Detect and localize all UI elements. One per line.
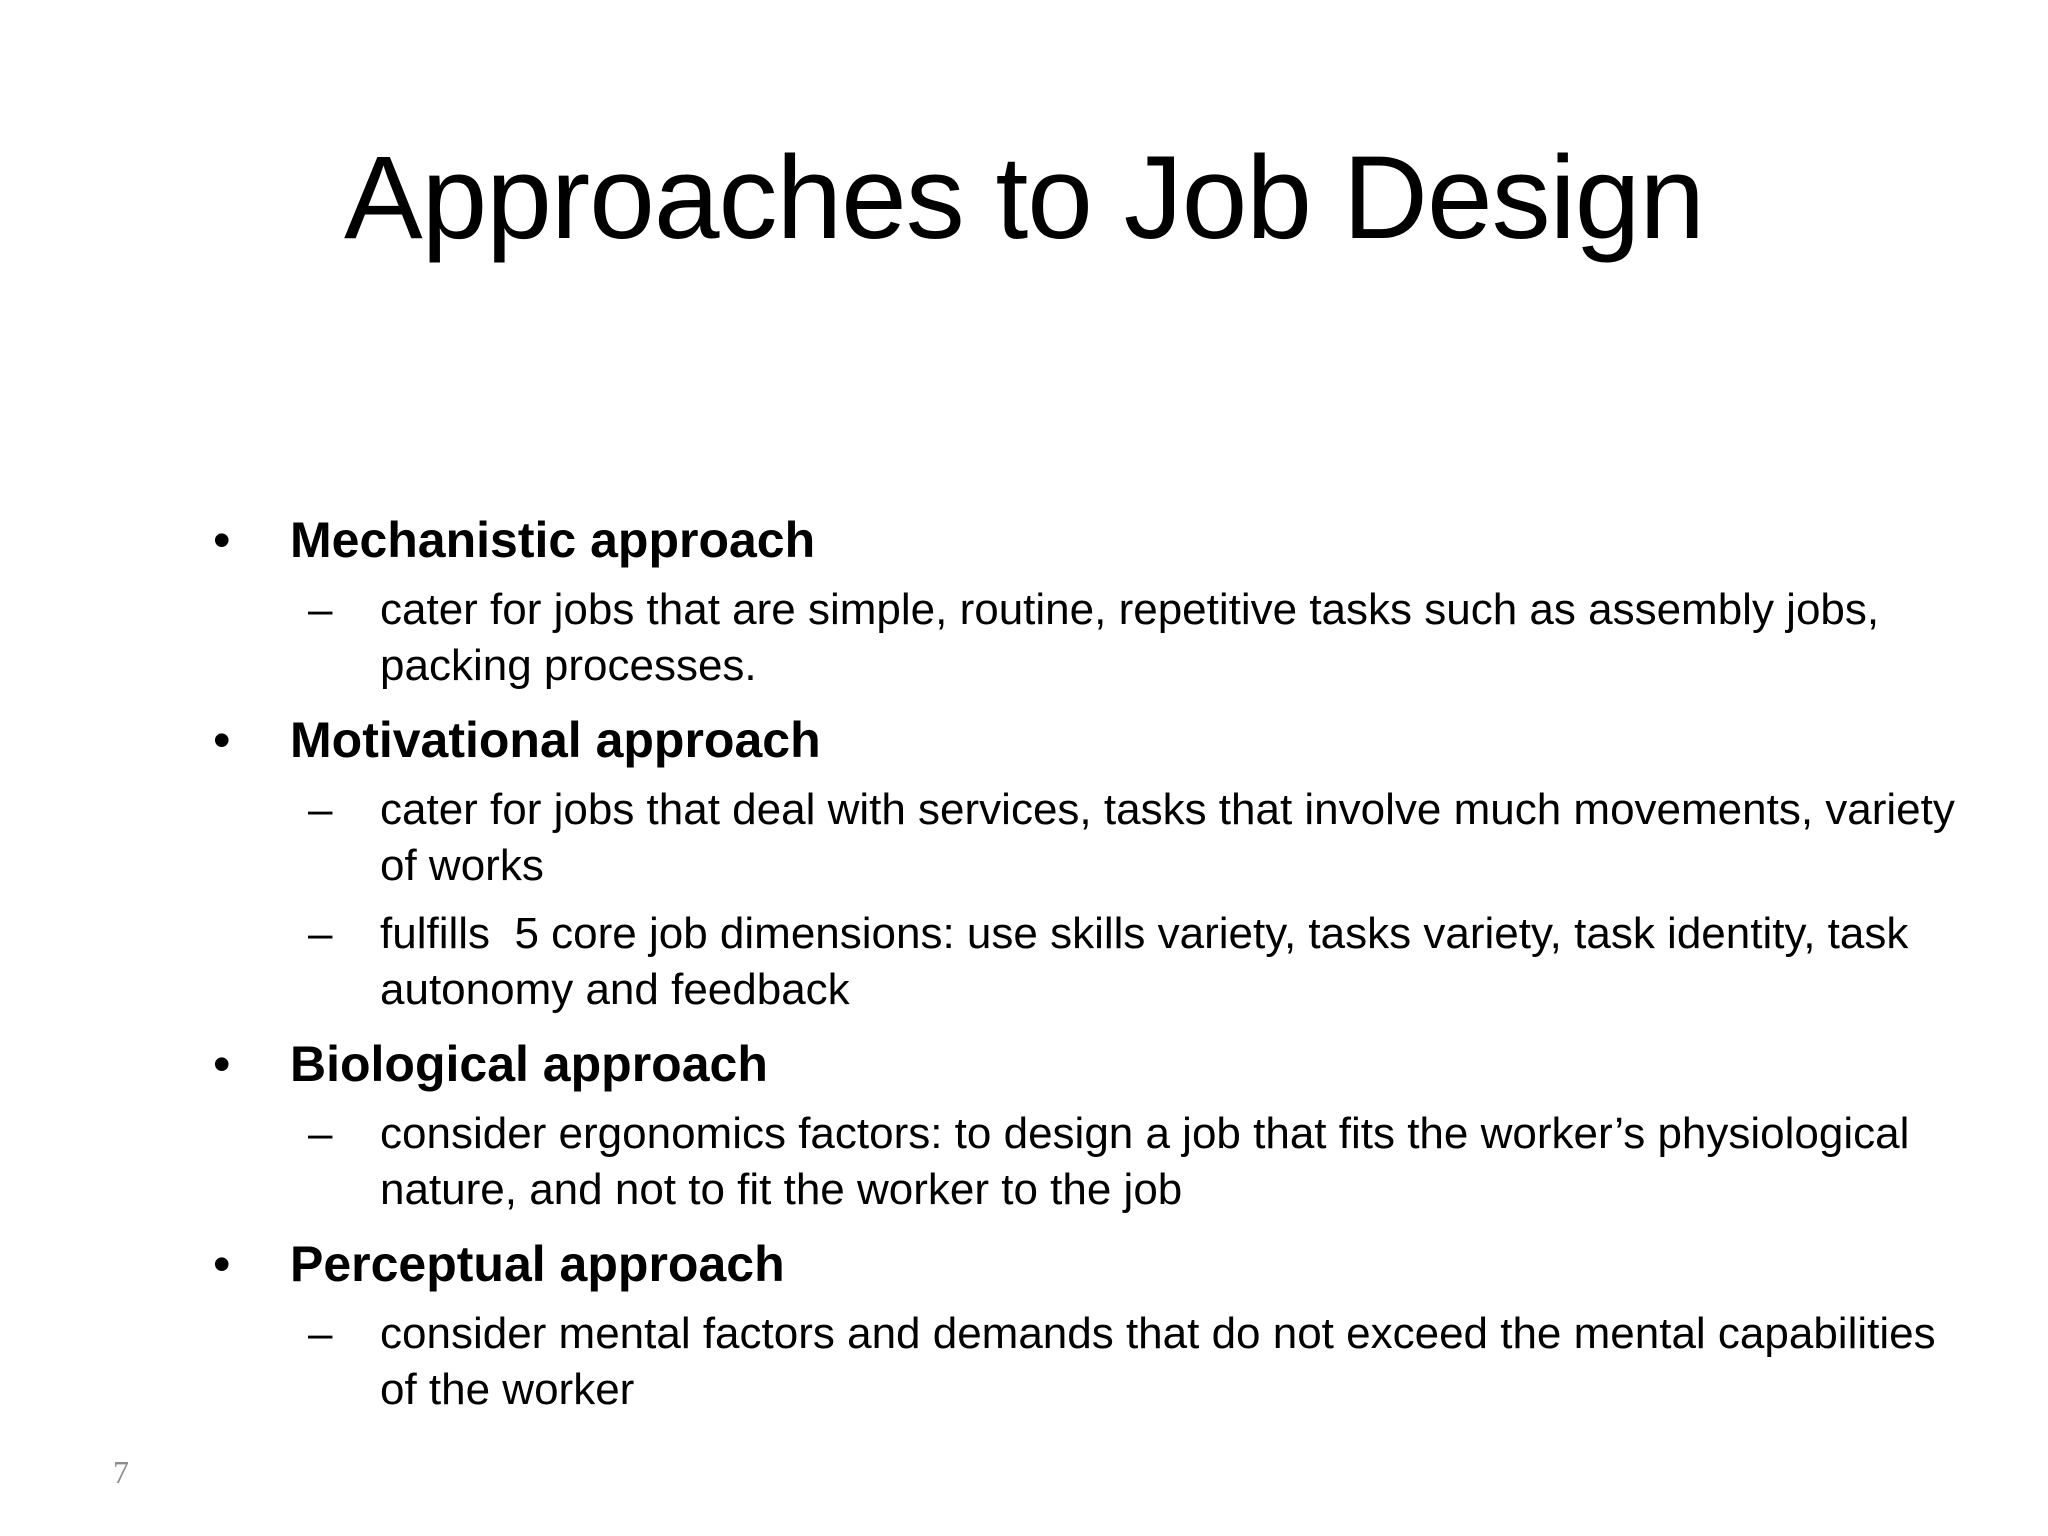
bullet-heading: Motivational approach [290, 712, 821, 768]
sub-dash: – [308, 1109, 333, 1158]
sub-point-text: fulfills 5 core job dimensions: use skills variety, tasks variety, task identity, task autonomy and feedback [380, 909, 1921, 1014]
bullet-dot: • [213, 712, 231, 768]
bullet-motivational [200, 706, 1980, 774]
bullet-heading: Mechanistic approach [290, 512, 816, 568]
sub-point [200, 906, 1980, 1018]
sub-dash: – [308, 585, 333, 634]
sub-point [200, 1306, 1980, 1418]
sub-dash: – [308, 909, 333, 958]
bullet-heading: Biological approach [290, 1036, 768, 1092]
page-number: 7 [113, 1454, 129, 1490]
bullet-dot: • [213, 1236, 231, 1292]
bullet-dot: • [213, 512, 231, 568]
sub-point-text: cater for jobs that deal with services, tasks that involve much movements, variety of works [380, 785, 1955, 890]
sub-point-text: consider mental factors and demands that do not exceed the mental capabilities of the worker [380, 1309, 1936, 1414]
bullet-dot: • [213, 1036, 231, 1092]
slide-title: Approaches to Job Design [343, 132, 1705, 264]
sub-point-text: cater for jobs that are simple, routine, repetitive tasks such as assembly jobs, packing processes. [380, 585, 1880, 690]
sub-dash: – [308, 785, 333, 834]
sub-point [200, 782, 1980, 894]
bullet-biological [200, 1030, 1980, 1098]
sub-point-text: consider ergonomics factors: to design a job that fits the worker’s physiological nature, and not to fit the worker to the job [380, 1109, 1910, 1214]
sub-point [200, 582, 1980, 694]
sub-point [200, 1106, 1980, 1218]
bullet-mechanistic [200, 506, 1980, 574]
bullet-list [200, 506, 1980, 1430]
sub-dash: – [308, 1309, 333, 1358]
bullet-perceptual [200, 1230, 1980, 1298]
bullet-heading: Perceptual approach [290, 1236, 785, 1292]
